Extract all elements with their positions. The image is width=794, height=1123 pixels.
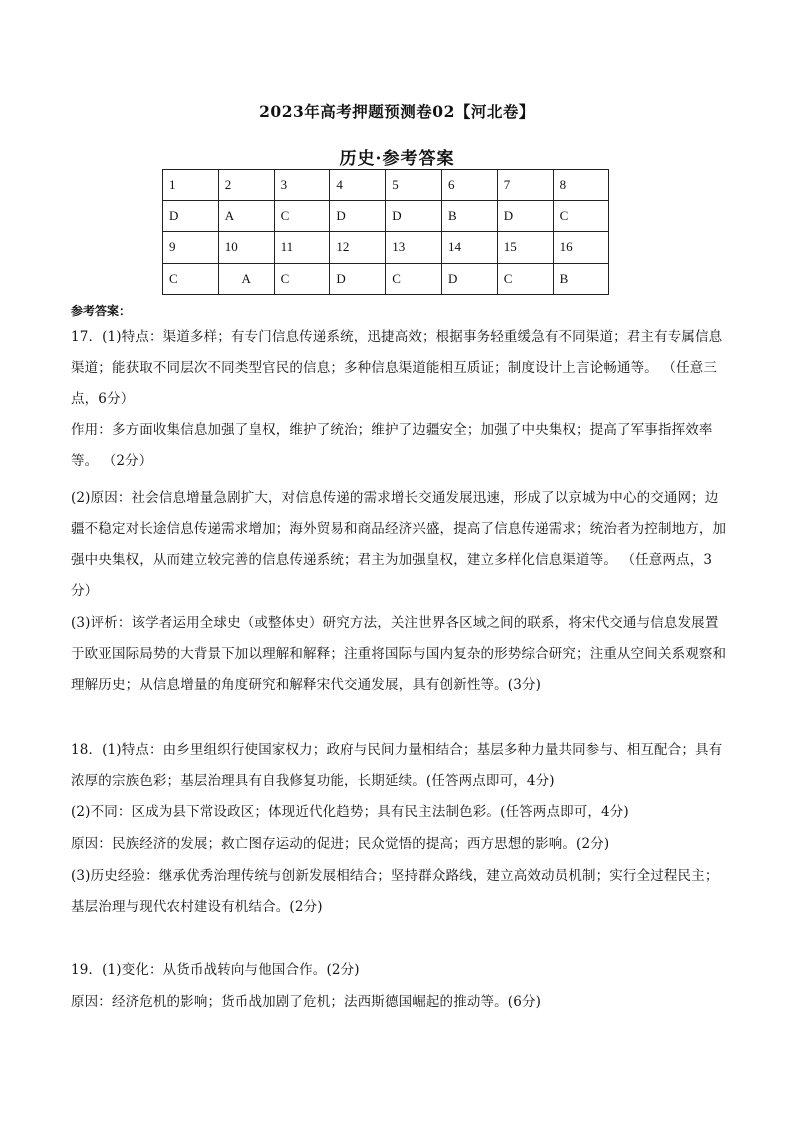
table-cell: C bbox=[386, 263, 442, 294]
page-title: 2023年高考押题预测卷02【河北卷】 bbox=[259, 102, 535, 121]
table-cell: 3 bbox=[274, 170, 330, 201]
q19-part1-reasons: 原因：经济危机的影响；货币战加剧了危机；法西斯德国崛起的推动等。(6分) bbox=[71, 994, 542, 1010]
q17-part2-reasons: (2)原因：社会信息增量急剧扩大，对信息传递的需求增长交通发展迅速，形成了以京城为中心的交通网；边疆不稳定对长途信息传递需求增加；海外贸易和商品经济兴盛，提高了信息传递需求；统治者为控制地方，加强中央集权，从而建立较完善的信息传递系统；君主为加强皇权，建立多样化信息渠道等。 （任意两点，3分） bbox=[71, 490, 727, 599]
q17-part1-features: 17．(1)特点：渠道多样；有专门信息传递系统，迅捷高效；根据事务轻重缓急有不同渠道；君主有专属信息渠道；能获取不同层次不同类型官民的信息；多种信息渠道能相互质证；制度设计上言论畅通等。 （任意三点，6分） bbox=[71, 329, 723, 407]
table-row bbox=[163, 170, 609, 201]
table-cell: B bbox=[553, 263, 609, 294]
q19-part1-change: 19．(1)变化：从货币战转向与他国合作。(2分) bbox=[71, 962, 360, 978]
q18-part1-features: 18．(1)特点：由乡里组织行使国家权力；政府与民间力量相结合；基层多种力量共同参与、相互配合；具有浓厚的宗族色彩；基层治理具有自我修复功能，长期延续。(任答两点即可，4分) bbox=[71, 742, 723, 789]
table-cell: D bbox=[441, 263, 497, 294]
table-cell: 9 bbox=[163, 232, 219, 263]
table-cell: 5 bbox=[386, 170, 442, 201]
table-cell: C bbox=[163, 263, 219, 294]
table-row bbox=[163, 263, 609, 294]
answers-label: 参考答案： bbox=[71, 304, 132, 318]
table-cell: 8 bbox=[553, 170, 609, 201]
q18-part2-reasons: 原因：民族经济的发展；救亡图存运动的促进；民众觉悟的提高；西方思想的影响。(2分) bbox=[71, 836, 610, 852]
table-cell: 11 bbox=[274, 232, 330, 263]
table-cell: C bbox=[274, 263, 330, 294]
table-cell: D bbox=[497, 201, 553, 232]
table-cell: 15 bbox=[497, 232, 553, 263]
table-cell: D bbox=[163, 201, 219, 232]
q18-part2-differences: (2)不同：区成为县下常设政区；体现近代化趋势；具有民主法制色彩。(任答两点即可，4分) bbox=[71, 804, 629, 820]
table-cell: C bbox=[553, 201, 609, 232]
table-cell: 16 bbox=[553, 232, 609, 263]
table-cell: 6 bbox=[441, 170, 497, 201]
table-cell: 14 bbox=[441, 232, 497, 263]
answer-table bbox=[162, 169, 609, 295]
table-cell: B bbox=[441, 201, 497, 232]
table-cell: 12 bbox=[330, 232, 386, 263]
table-cell: 10 bbox=[218, 232, 274, 263]
table-row bbox=[163, 201, 609, 232]
table-cell: 1 bbox=[163, 170, 219, 201]
table-cell: C bbox=[497, 263, 553, 294]
table-cell: D bbox=[330, 263, 386, 294]
q17-part3-evaluation: (3)评析：该学者运用全球史（或整体史）研究方法，关注世界各区域之间的联系，将宋代交通与信息发展置于欧亚国际局势的大背景下加以理解和解释；注重将国际与国内复杂的形势综合研究；注重从空间关系观察和理解历史；从信息增量的角度研究和解释宋代交通发展，具有创新性等。(3分) bbox=[71, 615, 727, 693]
q18-part3-experience: (3)历史经验：继承优秀治理传统与创新发展相结合；坚持群众路线，建立高效动员机制；实行全过程民主；基层治理与现代农村建设有机结合。(2分) bbox=[71, 868, 719, 915]
table-cell: 4 bbox=[330, 170, 386, 201]
table-cell: 13 bbox=[386, 232, 442, 263]
table-cell: D bbox=[386, 201, 442, 232]
table-cell: 2 bbox=[218, 170, 274, 201]
table-cell: A bbox=[218, 263, 274, 294]
table-cell: A bbox=[218, 201, 274, 232]
table-cell: 7 bbox=[497, 170, 553, 201]
q17-part1-effects: 作用：多方面收集信息加强了皇权，维护了统治；维护了边疆安全；加强了中央集权；提高了军事指挥效率等。 （2分） bbox=[71, 422, 713, 469]
table-cell: D bbox=[330, 201, 386, 232]
table-row bbox=[163, 232, 609, 263]
table-cell: C bbox=[274, 201, 330, 232]
page-subtitle: 历史·参考答案 bbox=[339, 149, 455, 169]
